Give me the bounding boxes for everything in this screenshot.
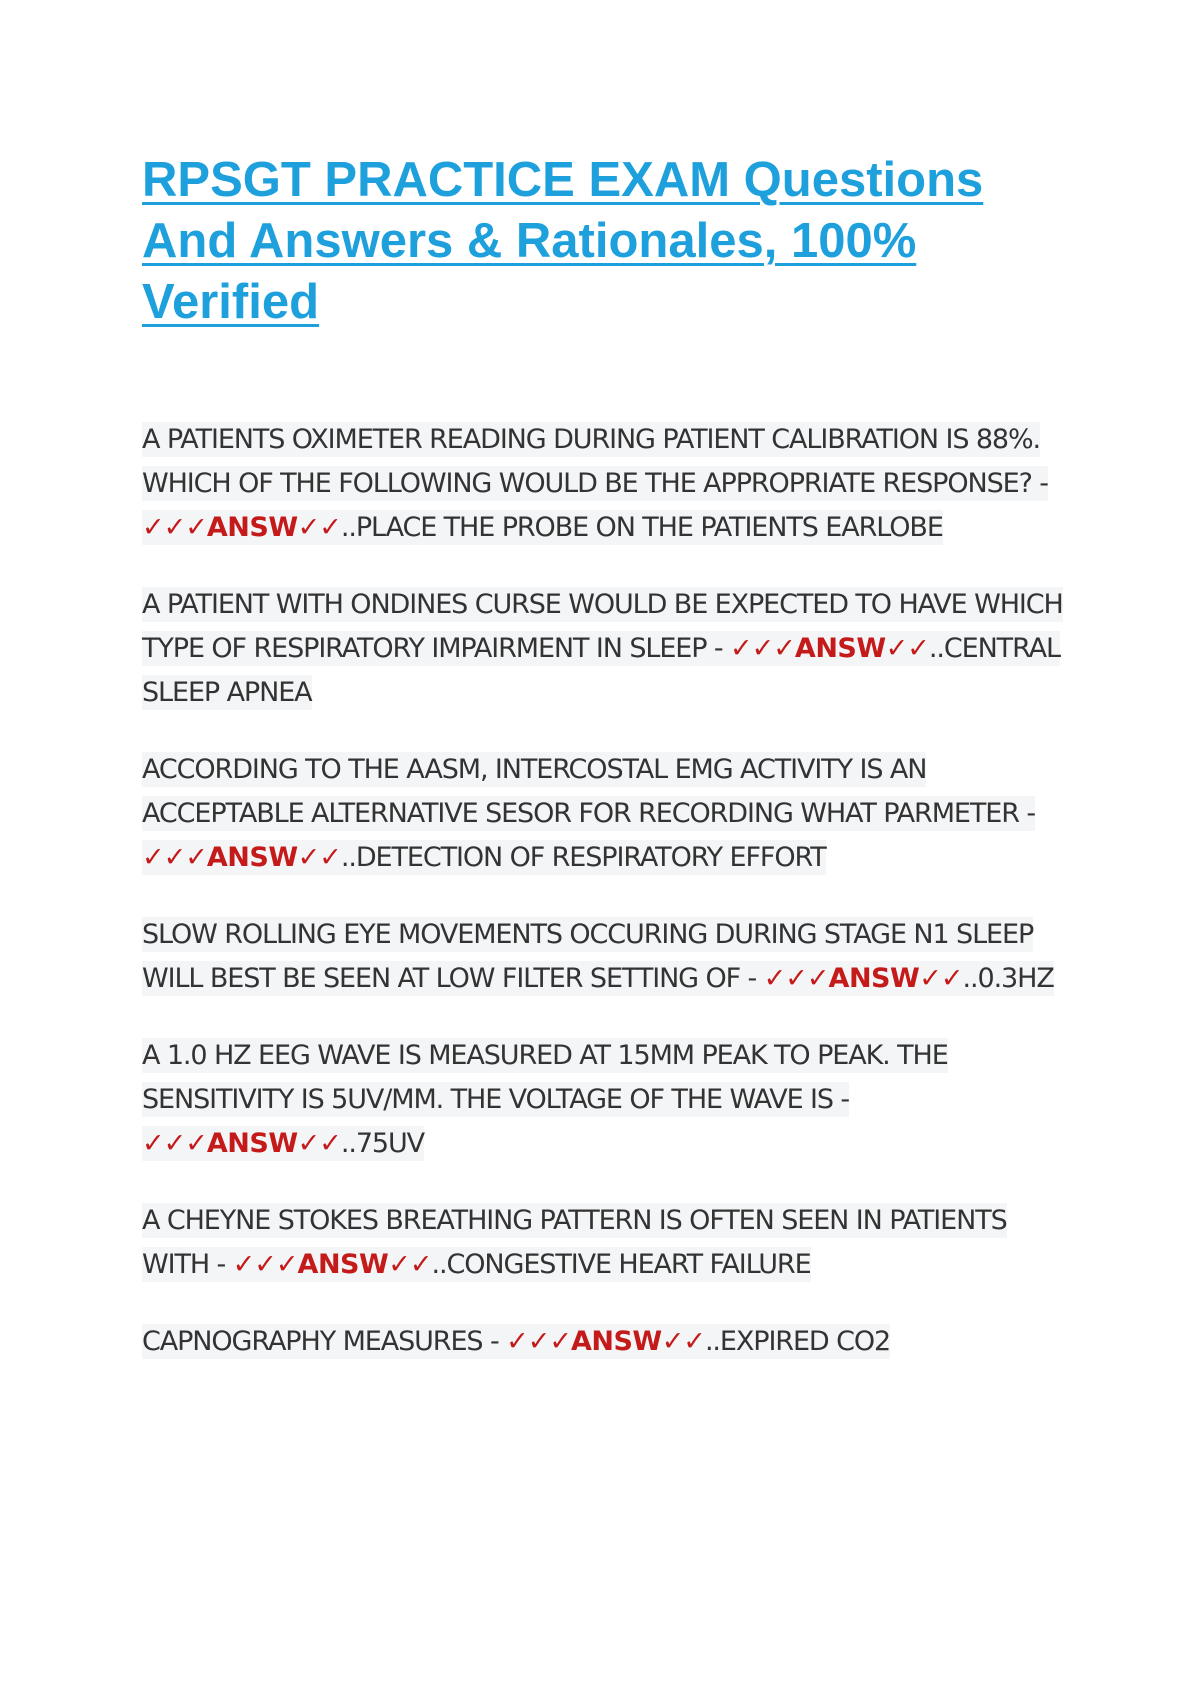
qa-item xyxy=(142,1199,1072,1287)
question-text: A 1.0 HZ EEG WAVE IS MEASURED AT 15MM PEAK TO PEAK. THE SENSITIVITY IS 5UV/MM. THE VOLTAGE OF THE WAVE IS - xyxy=(142,1040,948,1115)
answer-text: ..PLACE THE PROBE ON THE PATIENTS EARLOBE xyxy=(340,512,943,543)
answer-marker: ANSW xyxy=(297,1249,389,1280)
document-title-text: RPSGT PRACTICE EXAM Questions And Answers & Rationales, 100% Verified xyxy=(142,153,984,329)
answer-marker: ANSW xyxy=(206,512,298,543)
question-text: A PATIENT WITH ONDINES CURSE WOULD BE EXPECTED TO HAVE WHICH TYPE OF RESPIRATORY IMPAIRMENT IN SLEEP - xyxy=(142,589,1063,664)
answer-marker: ANSW xyxy=(570,1326,662,1357)
answer-text: ..EXPIRED CO2 xyxy=(704,1326,891,1357)
qa-list xyxy=(142,418,1072,1397)
check-marks-icon: ✓✓ xyxy=(661,1326,705,1357)
answer-marker: ANSW xyxy=(206,1128,298,1159)
answer-text: ..DETECTION OF RESPIRATORY EFFORT xyxy=(340,842,826,873)
check-marks-icon: ✓✓✓ xyxy=(232,1249,298,1280)
check-marks-icon: ✓✓✓ xyxy=(142,842,207,873)
answer-text: ..CENTRAL SLEEP APNEA xyxy=(142,633,1060,708)
check-marks-icon: ✓✓✓ xyxy=(142,512,207,543)
check-marks-icon: ✓✓✓ xyxy=(763,963,829,994)
check-marks-icon: ✓✓ xyxy=(885,633,929,664)
answer-marker: ANSW xyxy=(206,842,298,873)
document-title xyxy=(142,150,1042,333)
check-marks-icon: ✓✓ xyxy=(297,842,341,873)
answer-marker: ANSW xyxy=(794,633,886,664)
qa-item xyxy=(142,583,1072,715)
check-marks-icon: ✓✓✓ xyxy=(730,633,795,664)
question-text: ACCORDING TO THE AASM, INTERCOSTAL EMG ACTIVITY IS AN ACCEPTABLE ALTERNATIVE SESOR FOR RECORDING WHAT PARMETER - xyxy=(142,754,1035,829)
qa-item xyxy=(142,418,1072,550)
question-text: A CHEYNE STOKES BREATHING PATTERN IS OFTEN SEEN IN PATIENTS WITH - xyxy=(142,1205,1007,1280)
question-text: SLOW ROLLING EYE MOVEMENTS OCCURING DURING STAGE N1 SLEEP WILL BEST BE SEEN AT LOW FILTER SETTING OF - xyxy=(142,919,1034,994)
answer-text: ..75UV xyxy=(340,1128,425,1159)
answer-marker: ANSW xyxy=(828,963,920,994)
question-text: A PATIENTS OXIMETER READING DURING PATIENT CALIBRATION IS 88%. WHICH OF THE FOLLOWING WOULD BE THE APPROPRIATE RESPONSE? - xyxy=(142,424,1048,499)
qa-item xyxy=(142,1320,1072,1364)
check-marks-icon: ✓✓ xyxy=(919,963,963,994)
question-text: CAPNOGRAPHY MEASURES - xyxy=(142,1326,499,1357)
answer-text: ..0.3HZ xyxy=(962,963,1054,994)
check-marks-icon: ✓✓✓ xyxy=(142,1128,207,1159)
qa-item xyxy=(142,913,1072,1001)
check-marks-icon: ✓✓ xyxy=(297,512,341,543)
check-marks-icon: ✓✓ xyxy=(297,1128,341,1159)
check-marks-icon: ✓✓✓ xyxy=(506,1326,571,1357)
qa-item xyxy=(142,748,1072,880)
check-marks-icon: ✓✓ xyxy=(388,1249,432,1280)
answer-text: ..CONGESTIVE HEART FAILURE xyxy=(431,1249,811,1280)
qa-item xyxy=(142,1034,1072,1166)
